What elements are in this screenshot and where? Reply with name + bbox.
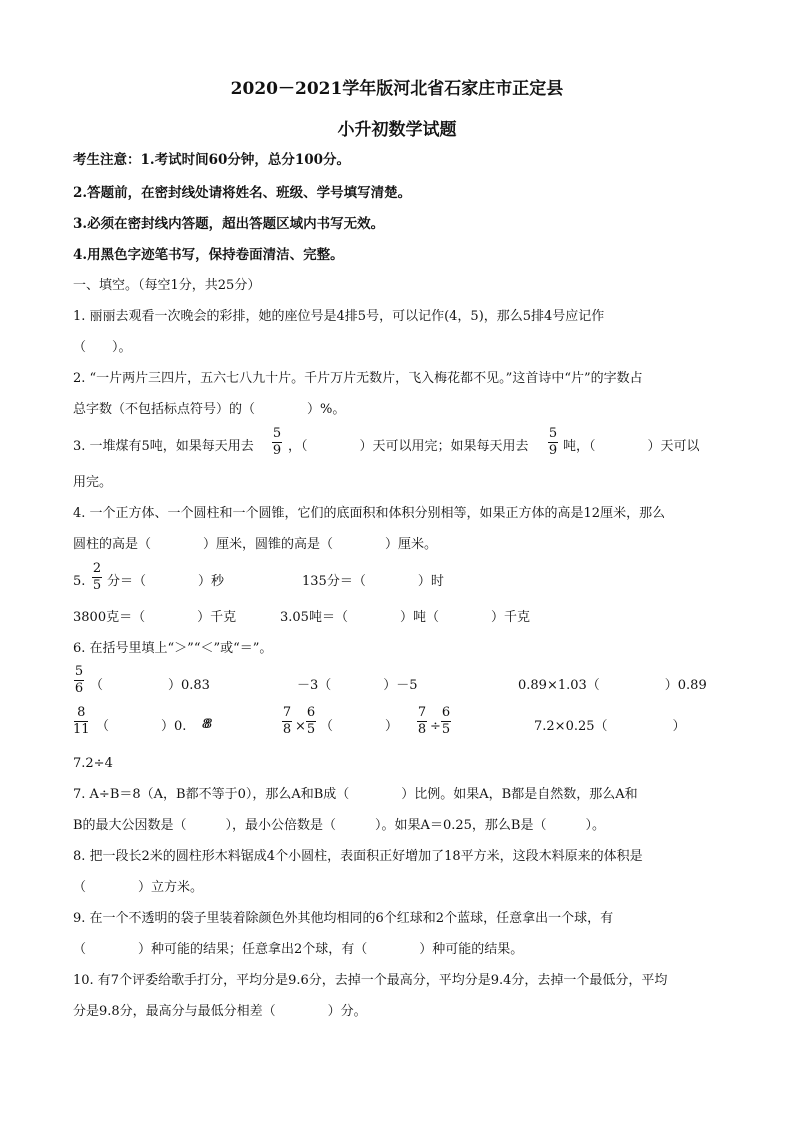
question-6-row-2-c: 7.2×0.25（ ） [534, 719, 686, 734]
fraction-numerator: 2 [92, 561, 102, 576]
question-9-line-1: 9. 在一个不透明的袋子里装着除颜色外其他均相同的6个红球和2个蓝球，任意拿出一个球，有 [73, 911, 614, 926]
question-3-fraction-1 [272, 427, 282, 458]
question-6-intro: 6. 在括号里填上“＞”“＜”或“＝”。 [73, 641, 273, 656]
question-9-line-2: （ ）种可能的结果；任意拿出2个球，有（ ）种可能的结果。 [73, 942, 524, 957]
fraction-numerator: 5 [74, 664, 84, 679]
question-8-line-2: （ ）立方米。 [73, 880, 204, 895]
fraction-denominator: 8 [282, 722, 292, 737]
fraction-denominator: 9 [548, 443, 558, 458]
notice-line-1: 考生注意：1.考试时间60分钟，总分100分。 [73, 152, 351, 168]
fraction-denominator: 5 [92, 578, 102, 593]
question-6-row-3: 7.2÷4 [73, 756, 113, 771]
question-6-row-2-fraction-a [282, 706, 292, 737]
fraction-numerator: 5 [548, 426, 558, 441]
question-6-row-2-overlap-digits: 88 [202, 717, 207, 732]
question-6-row-1-a: （ ）0.83 [90, 678, 210, 693]
fraction-numerator: 7 [417, 705, 427, 720]
question-10-line-1: 10. 有7个评委给歌手打分，平均分是9.6分，去掉一个最高分，平均分是9.4分，去掉一个最低分，平均 [73, 973, 668, 988]
question-5-number: 5. [73, 574, 86, 589]
fraction-denominator: 11 [73, 722, 90, 737]
question-6-row-1-c: 0.89×1.03（ ）0.89 [518, 678, 707, 693]
question-5-text-2: 135分＝（ ）时 [302, 574, 444, 589]
question-6-row-2-a: （ ）0. [96, 719, 187, 734]
question-4-line-1: 4. 一个正方体、一个圆柱和一个圆锥，它们的底面积和体积分别相等，如果正方体的高是12厘米，那么 [73, 506, 666, 521]
question-3-text-4: 用完。 [73, 475, 113, 490]
fraction-numerator: 5 [272, 426, 282, 441]
times-symbol: × [295, 719, 306, 734]
notice-line-2: 2.答题前，在密封线处请将姓名、班级、学号填写清楚。 [73, 185, 412, 201]
notice-line-4: 4.用黑色字迹笔书写，保持卷面清洁、完整。 [73, 247, 344, 263]
question-6-row-2-mid: （ ） [320, 719, 399, 734]
question-3-text-3: 吨，（ ）天可以 [563, 439, 700, 454]
question-5-text-4: 3.05吨＝（ ）吨（ ）千克 [280, 610, 530, 625]
fraction-denominator: 8 [417, 722, 427, 737]
question-5-fraction [92, 562, 102, 593]
question-8-line-1: 8. 把一段长2米的圆柱形木料锯成4个小圆柱，表面积正好增加了18平方米，这段木料原来的体积是 [73, 849, 643, 864]
question-3-text-1: 3. 一堆煤有5吨，如果每天用去 [73, 439, 254, 454]
fraction-numerator: 6 [441, 705, 451, 720]
question-3-text-2: ，（ ）天可以用完；如果每天用去 [288, 439, 529, 454]
notice-line-3: 3.必须在密封线内答题，超出答题区域内书写无效。 [73, 216, 385, 232]
question-4-line-2: 圆柱的高是（ ）厘米，圆锥的高是（ ）厘米。 [73, 537, 438, 552]
question-7-line-1: 7. A÷B＝8（A，B都不等于0），那么A和B成（ ）比例。如果A，B都是自然数，那么A和 [73, 787, 638, 802]
fraction-denominator: 9 [272, 443, 282, 458]
question-3-fraction-2 [548, 427, 558, 458]
question-5-text-3: 3800克＝（ ）千克 [73, 610, 237, 625]
document-subtitle: 小升初数学试题 [337, 120, 457, 140]
question-6-row-2-fraction-b [306, 706, 316, 737]
question-6-row-2-fraction [73, 706, 90, 737]
fraction-numerator: 6 [306, 705, 316, 720]
question-1-line-2: （ ）。 [73, 340, 132, 355]
question-2-line-2: 总字数（不包括标点符号）的（ ）%。 [73, 402, 346, 417]
divide-symbol: ÷ [430, 719, 441, 734]
question-10-line-2: 分是9.8分，最高分与最低分相差（ ）分。 [73, 1004, 367, 1019]
question-6-row-1-fraction [74, 665, 84, 696]
fraction-numerator: 8 [77, 705, 86, 720]
fraction-numerator: 7 [282, 705, 292, 720]
fraction-denominator: 6 [74, 681, 84, 696]
fraction-denominator: 5 [441, 722, 451, 737]
question-1-line-1: 1. 丽丽去观看一次晚会的彩排，她的座位号是4排5号，可以记作(4，5)，那么5排4号应记作 [73, 309, 605, 324]
question-2-line-1: 2. “一片两片三四片，五六七八九十片。千片万片无数片，飞入梅花都不见。”这首诗中“片”的字数占 [73, 371, 643, 386]
question-6-row-2-fraction-c [417, 706, 427, 737]
question-7-line-2: B的最大公因数是（ ），最小公倍数是（ ）。如果A＝0.25，那么B是（ ）。 [73, 818, 605, 833]
fraction-denominator: 5 [306, 722, 316, 737]
section-heading: 一、填空。（每空1分，共25分） [73, 278, 261, 293]
question-5-text-1: 分＝（ ）秒 [107, 574, 225, 589]
question-6-row-2-fraction-d [441, 706, 451, 737]
question-6-row-1-b: －3（ ）－5 [297, 678, 418, 693]
document-title: 2020－2021学年版河北省石家庄市正定县 [230, 79, 564, 99]
